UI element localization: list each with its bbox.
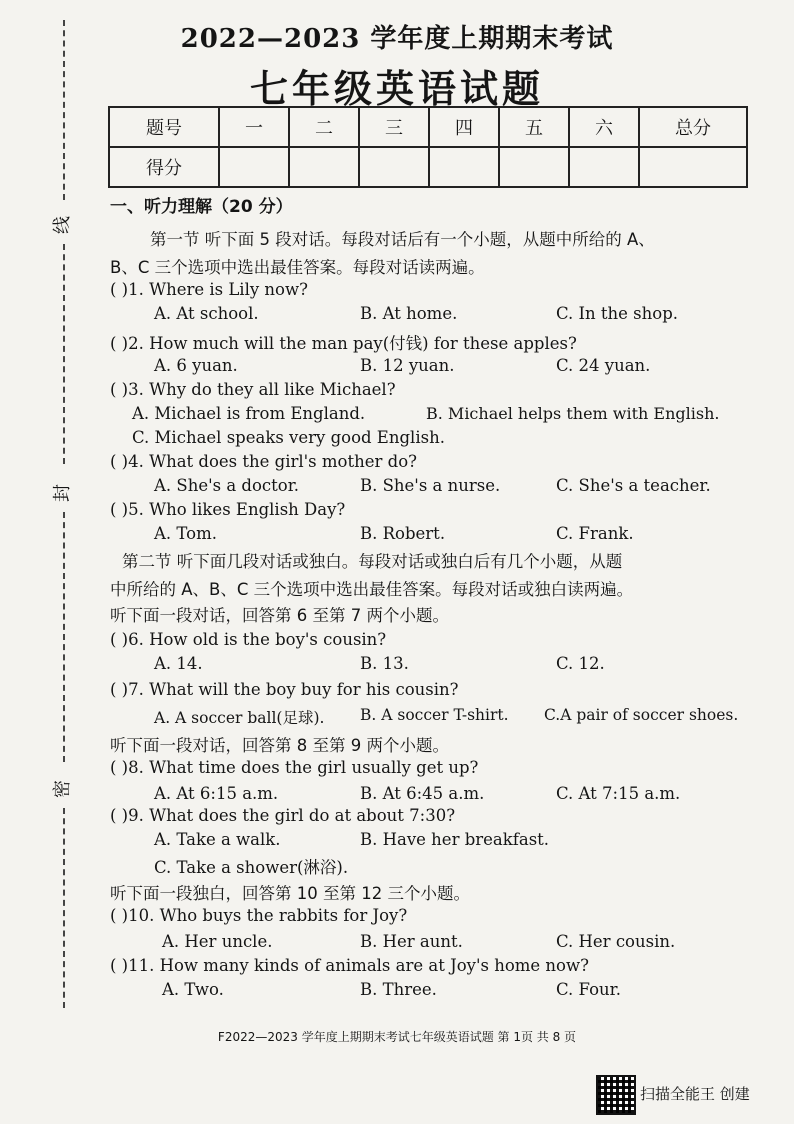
option-b: B. 13. [360, 654, 409, 673]
score-entry-cell[interactable] [569, 147, 639, 187]
question-stem: ( )4. What does the girl's mother do? [110, 452, 417, 471]
question-stem: ( )3. Why do they all like Michael? [110, 380, 396, 399]
part2-intro: 第二节 听下面几段对话或独白。每段对话或独白后有几个小题，从题 [122, 552, 623, 571]
score-table-header-row [109, 107, 747, 147]
option-c: C. 12. [556, 654, 605, 673]
score-entry-cell[interactable] [429, 147, 499, 187]
monologue-instruction: 听下面一段独白，回答第 10 至第 12 三个小题。 [110, 884, 470, 903]
option-b: B. At 6:45 a.m. [360, 784, 485, 803]
score-entry-cell[interactable] [289, 147, 359, 187]
part1-intro: 第一节 听下面 5 段对话。每段对话后有一个小题，从题中所给的 A、 [150, 230, 655, 249]
option-b: B. 12 yuan. [360, 356, 455, 375]
option-a: A. At 6:15 a.m. [154, 784, 279, 803]
score-cell: 题号 [109, 107, 219, 147]
page-footer: F2022—2023 学年度上期期末考试七年级英语试题 第 1页 共 8 页 [217, 1030, 577, 1044]
score-cell: 六 [569, 107, 639, 147]
score-cell: 五 [499, 107, 569, 147]
option-b: B. Have her breakfast. [360, 830, 550, 849]
section-heading: 一、听力理解（20 分） [110, 197, 293, 217]
score-cell: 一 [219, 107, 289, 147]
option-a: A. Her uncle. [162, 932, 273, 951]
binding-char-top: 线 [52, 216, 73, 234]
question-stem: ( )2. How much will the man pay(付钱) for these apples? [110, 334, 577, 353]
option-c: C. She's a teacher. [556, 476, 711, 495]
dialog-instruction: 听下面一段对话，回答第 6 至第 7 两个小题。 [110, 606, 449, 625]
question-stem: ( )1. Where is Lily now? [110, 280, 308, 299]
option-c: C. In the shop. [556, 304, 679, 323]
exam-title: 2022—2023 学年度上期期末考试 [180, 24, 614, 54]
binding-dash-line [63, 20, 65, 200]
dialog-instruction: 听下面一段对话，回答第 8 至第 9 两个小题。 [110, 736, 449, 755]
option-a: A. A soccer ball(足球). [154, 709, 325, 727]
score-table-score-row [109, 147, 747, 187]
score-cell: 总分 [639, 107, 747, 147]
score-label-cell: 得分 [109, 147, 219, 187]
qr-code-icon [596, 1075, 636, 1115]
option-b: B. Three. [360, 980, 437, 999]
binding-char-bottom: 密 [52, 780, 73, 798]
score-entry-cell[interactable] [499, 147, 569, 187]
exam-subtitle: 七年级英语试题 [249, 66, 544, 111]
option-c: C. Her cousin. [556, 932, 676, 951]
score-entry-cell[interactable] [219, 147, 289, 187]
option-a: A. 14. [154, 654, 203, 673]
score-cell: 二 [289, 107, 359, 147]
score-table [108, 106, 748, 188]
part2-intro: 中所给的 A、B、C 三个选项中选出最佳答案。每段对话或独白读两遍。 [110, 580, 634, 599]
option-a: A. 6 yuan. [154, 356, 238, 375]
question-stem: ( )8. What time does the girl usually get up? [110, 758, 479, 777]
option-b: B. Her aunt. [360, 932, 463, 951]
part1-intro: B、C 三个选项中选出最佳答案。每段对话读两遍。 [110, 258, 485, 277]
option-c: C. Four. [556, 980, 621, 999]
question-stem: ( )10. Who buys the rabbits for Joy? [110, 906, 408, 925]
option-a: A. Tom. [154, 524, 217, 543]
binding-char-middle: 封 [52, 484, 73, 502]
binding-dash-line [63, 512, 65, 762]
score-cell: 三 [359, 107, 429, 147]
option-b: B. At home. [360, 304, 458, 323]
option-b: B. A soccer T-shirt. [360, 706, 509, 724]
option-b: B. Robert. [360, 524, 446, 543]
binding-dash-line [63, 244, 65, 464]
option-c: C. 24 yuan. [556, 356, 651, 375]
option-a: A. Two. [162, 980, 224, 999]
option-b: B. Michael helps them with English. [426, 404, 720, 423]
option-a: A. She's a doctor. [154, 476, 300, 495]
option-c: C. Michael speaks very good English. [132, 428, 445, 447]
binding-dash-line [63, 808, 65, 1008]
option-c: C. Take a shower(淋浴). [154, 858, 349, 877]
question-stem: ( )7. What will the boy buy for his cousin? [110, 680, 459, 699]
score-cell: 四 [429, 107, 499, 147]
question-stem: ( )5. Who likes English Day? [110, 500, 346, 519]
question-stem: ( )9. What does the girl do at about 7:30? [110, 806, 456, 825]
scanner-watermark: 扫描全能王 创建 [640, 1085, 750, 1103]
option-a: A. At school. [154, 304, 259, 323]
question-stem: ( )11. How many kinds of animals are at Joy's home now? [110, 956, 589, 975]
question-stem: ( )6. How old is the boy's cousin? [110, 630, 387, 649]
option-a: A. Take a walk. [154, 830, 281, 849]
score-entry-cell[interactable] [639, 147, 747, 187]
option-a: A. Michael is from England. [132, 404, 366, 423]
option-c: C. At 7:15 a.m. [556, 784, 681, 803]
option-b: B. She's a nurse. [360, 476, 501, 495]
option-c: C.A pair of soccer shoes. [544, 706, 739, 724]
option-c: C. Frank. [556, 524, 634, 543]
score-entry-cell[interactable] [359, 147, 429, 187]
